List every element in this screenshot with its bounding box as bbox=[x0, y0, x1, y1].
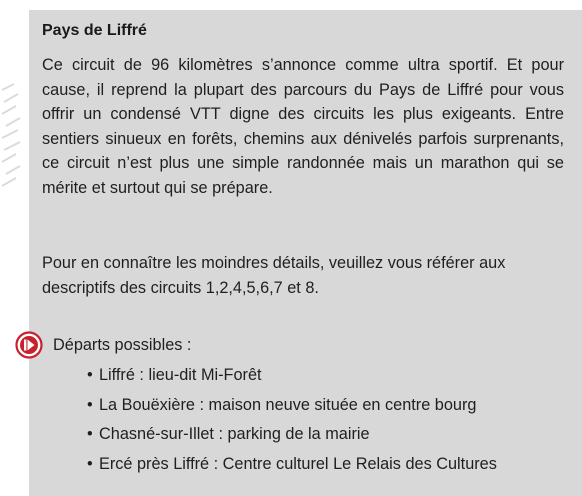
play-circle-icon bbox=[15, 331, 43, 359]
departure-label: Ercé près Liffré : Centre culturel Le Relais des Cultures bbox=[99, 454, 497, 473]
departure-label: Chasné-sur-Illet : parking de la mairie bbox=[99, 425, 370, 443]
list-item bbox=[87, 393, 497, 423]
bullet: • bbox=[87, 454, 93, 473]
info-panel bbox=[29, 10, 582, 496]
departure-label: Liffré : lieu-dit Mi-Forêt bbox=[99, 366, 262, 384]
bullet: • bbox=[87, 366, 93, 384]
departures-list bbox=[87, 363, 497, 481]
bullet: • bbox=[87, 425, 93, 443]
list-item bbox=[87, 363, 497, 393]
section-title: Pays de Liffré bbox=[42, 22, 147, 39]
circuit-description: Ce circuit de 96 kilomètres s’annonce comme ultra sportif. Et pour cause, il reprend la plupart des parcours du Pays de Liffré pour vous offrir un condensé VTT digne des circuits les plus exigeants. Entre sentiers sinueux en forêts, chemins aux dénivelés parfois surprenants, ce circuit n’est plus une simple randonnée mais un marathon qui se mérite et surtout qui se prépare. bbox=[42, 56, 564, 197]
list-item bbox=[87, 422, 497, 452]
tire-track-decoration bbox=[0, 80, 30, 200]
departure-label: La Bouëxière : maison neuve située en centre bourg bbox=[99, 395, 477, 414]
departures-heading: Départs possibles : bbox=[53, 336, 192, 354]
bullet: • bbox=[87, 395, 93, 414]
list-item bbox=[87, 452, 497, 482]
details-note: Pour en connaître les moindres détails, veuillez vous référer aux descriptifs des circuits 1,2,4,5,6,7 et 8. bbox=[42, 254, 506, 297]
